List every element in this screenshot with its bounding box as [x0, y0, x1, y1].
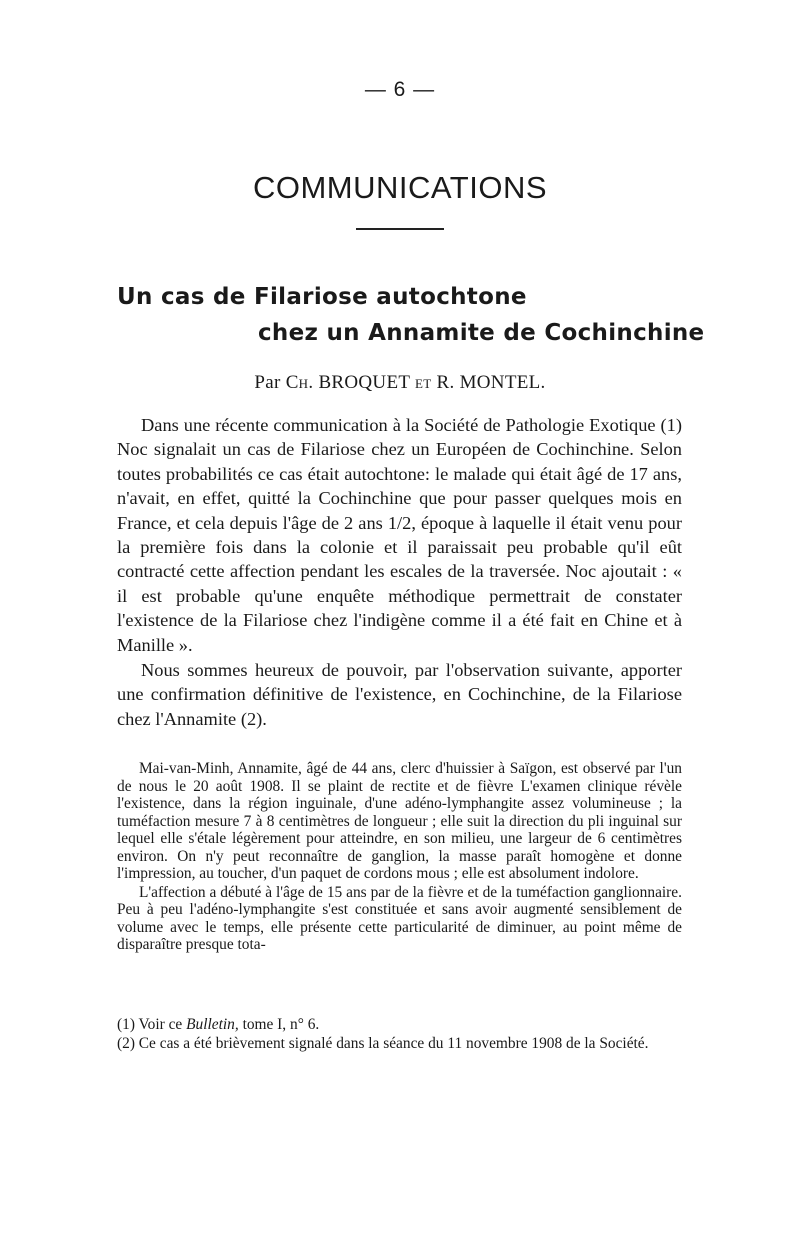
footnote-1 [117, 1016, 682, 1034]
clinical-observation [117, 760, 682, 954]
paragraph-1: Dans une récente communication à la Société de Pathologie Exotique (1) Noc signalait un cas de Filariose chez un Européen de Cochinchine. Selon toutes probabilités ce cas était autochtone: le malade qui était âgé de 17 ans, n'avait, en effet, quitté la Cochinchine que pour passer quelques mois en France, et cela depuis l'âge de 2 ans 1/2, époque à laquelle il était venu pour la première fois dans la colonie et il paraissait peu probable qu'il eût contracté cette affection pendant les escales de la traversée. Noc ajoutait : « il est probable qu'une enquête méthodique permettrait de constater l'existence de la Filariose chez l'indigène comme il a été fait en Chine et à Manille ». [117, 415, 682, 655]
paragraph-2: Nous sommes heureux de pouvoir, par l'observation suivante, apporter une confirmation définitive de l'existence, en Cochinchine, de la Filariose chez l'Annamite (2). [117, 660, 682, 729]
footnotes [117, 1016, 682, 1053]
observation-paragraph-2: L'affection a débuté à l'âge de 15 ans par de la fièvre et de la tuméfaction ganglionnaire. Peu à peu l'adéno-lymphangite s'est constituée et sans avoir augmenté sensiblement de volume avec le temps, elle présente cette particularité de diminuer, au point même de disparaître presque tota- [117, 883, 682, 953]
section-title: COMMUNICATIONS [252, 170, 548, 205]
byline [0, 372, 800, 394]
footnote-1-italic: Bulletin, [186, 1016, 239, 1033]
page-number: — 6 — [364, 78, 436, 101]
article-title-line2: chez un Annamite de Cochinchine [258, 320, 705, 346]
footnote-1-suffix: tome I, n° 6. [242, 1016, 320, 1033]
observation-paragraph-1: Mai-van-Minh, Annamite, âgé de 44 ans, clerc d'huissier à Saïgon, est observé par l'un de nous le 20 août 1908. Il se plaint de rectite et de fièvre L'examen clinique révèle l'existence, dans la région inguinale, d'une adéno-lymphangite assez volumineuse ; la tuméfaction mesure 7 à 8 centimètres de longueur ; elle suit la direction du pli inguinal sur lequel elle s'étale légèrement pour atteindre, en son milieu, une largeur de 6 centimètres environ. On n'y peut reconnaître de ganglion, la masse paraît homogène et donne l'impression, au toucher, d'un paquet de cordons mous ; elle est absolument indolore. [117, 760, 682, 882]
footnote-2: (2) Ce cas a été brièvement signalé dans la séance du 11 novembre 1908 de la Société. [117, 1035, 649, 1052]
byline-authors: Ch. BROQUET et R. MONTEL. [285, 372, 546, 393]
footnote-1-prefix: (1) Voir ce [117, 1016, 183, 1033]
byline-prefix: Par [254, 372, 281, 393]
title-rule [356, 228, 444, 230]
article-body [117, 413, 682, 731]
article-title-line1: Un cas de Filariose autochtone [117, 284, 527, 310]
